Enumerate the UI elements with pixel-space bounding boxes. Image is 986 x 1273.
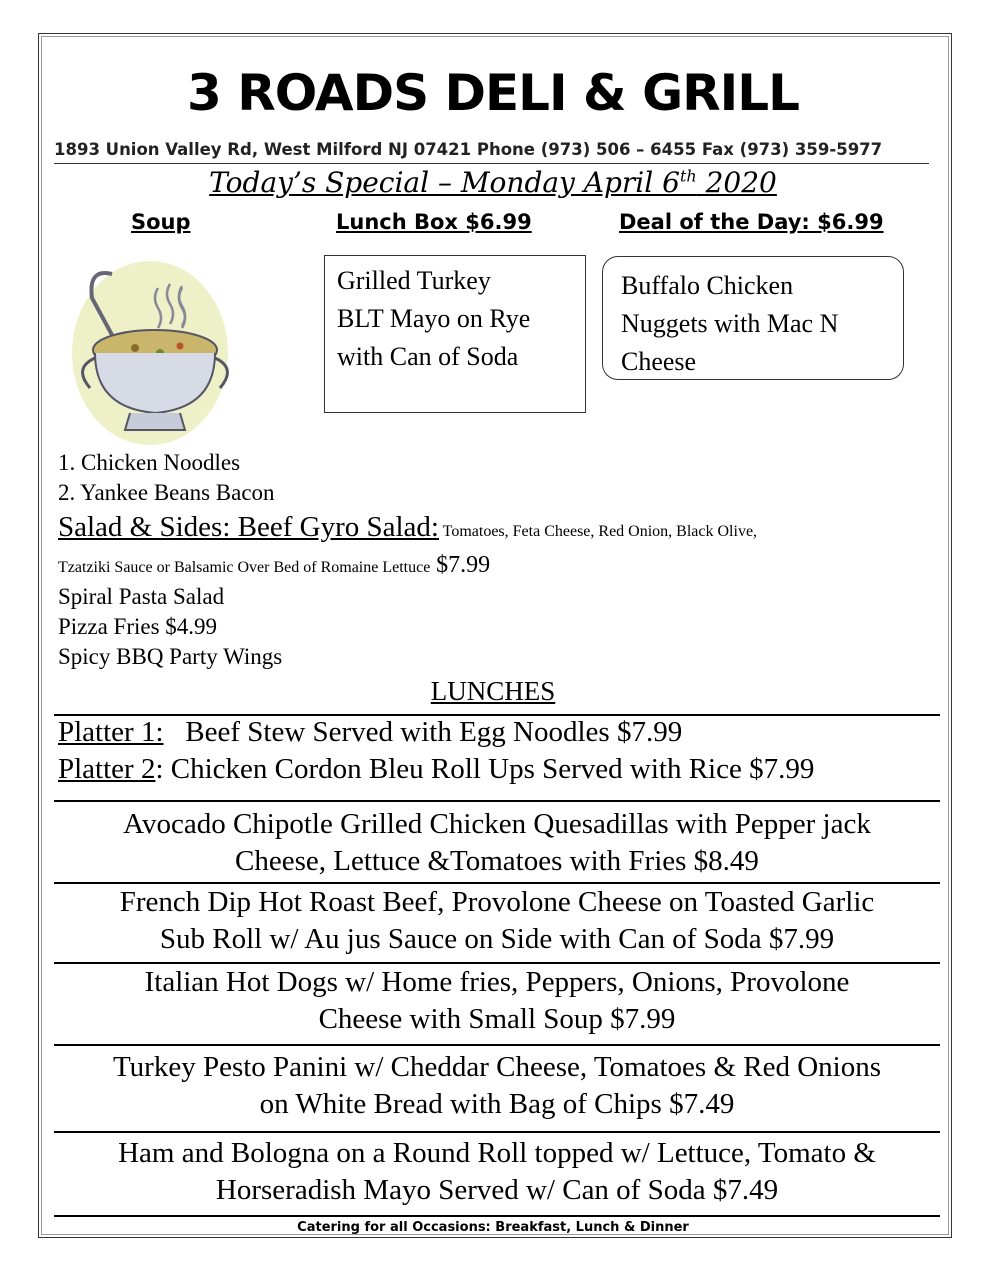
deal-of-day-card bbox=[602, 256, 904, 380]
salad-line-2 bbox=[58, 552, 490, 579]
platter-1-text: Beef Stew Served with Egg Noodles $7.99 bbox=[163, 716, 683, 748]
platter-2 bbox=[58, 753, 814, 786]
lunch-item-line: Ham and Bologna on a Round Roll topped w/ Lettuce, Tomato & bbox=[118, 1137, 876, 1169]
lunch-item bbox=[54, 964, 940, 1038]
salad-price: $7.99 bbox=[436, 552, 491, 578]
deal-line: Nuggets with Mac N bbox=[621, 309, 839, 338]
lunch-item-line: French Dip Hot Roast Beef, Provolone Cheese on Toasted Garlic bbox=[119, 886, 875, 918]
special-sup: th bbox=[679, 166, 697, 186]
salad-line bbox=[58, 511, 757, 544]
special-prefix: Today’s Special – Monday April 6 bbox=[209, 166, 680, 199]
divider bbox=[54, 800, 940, 802]
deal-line: Cheese bbox=[621, 347, 697, 376]
platter-1-label: Platter 1: bbox=[58, 716, 164, 748]
platter-2-text: : Chicken Cordon Bleu Roll Ups Served with Rice $7.99 bbox=[155, 753, 815, 785]
platter-2-label: Platter 2 bbox=[58, 753, 156, 785]
salad-heading: Salad & Sides: Beef Gyro Salad: bbox=[58, 511, 439, 543]
divider bbox=[54, 1044, 940, 1046]
lunch-box-line: Grilled Turkey bbox=[337, 266, 491, 295]
deal-heading: Deal of the Day: $6.99 bbox=[619, 210, 884, 234]
lunch-box-card bbox=[324, 255, 586, 413]
lunch-item bbox=[54, 806, 940, 880]
lunch-item bbox=[54, 1135, 940, 1209]
restaurant-title: 3 ROADS DELI & GRILL bbox=[187, 64, 799, 122]
lunch-item-line: Cheese with Small Soup $7.99 bbox=[318, 1003, 676, 1035]
platter-1 bbox=[58, 716, 682, 749]
catering-footer: Catering for all Occasions: Breakfast, Lunch & Dinner bbox=[297, 1220, 689, 1235]
divider bbox=[54, 1215, 940, 1217]
side-item: Spiral Pasta Salad bbox=[58, 584, 225, 609]
side-item: Spicy BBQ Party Wings bbox=[58, 644, 283, 669]
lunch-item-line: Horseradish Mayo Served w/ Can of Soda $7.49 bbox=[215, 1174, 779, 1206]
lunch-item bbox=[54, 1049, 940, 1123]
special-heading bbox=[0, 166, 986, 199]
header-divider bbox=[54, 163, 929, 164]
lunch-item-line: Turkey Pesto Panini w/ Cheddar Cheese, Tomatoes & Red Onions bbox=[112, 1051, 882, 1083]
soup-item: 1. Chicken Noodles bbox=[58, 450, 241, 475]
lunch-item-line: Italian Hot Dogs w/ Home fries, Peppers, Onions, Provolone bbox=[144, 966, 850, 998]
lunch-item-line: Sub Roll w/ Au jus Sauce on Side with Can of Soda $7.99 bbox=[159, 923, 835, 955]
divider bbox=[54, 1131, 940, 1133]
lunch-box-line: with Can of Soda bbox=[337, 342, 519, 371]
soup-heading: Soup bbox=[131, 210, 191, 234]
lunch-item-line: on White Bread with Bag of Chips $7.49 bbox=[259, 1088, 735, 1120]
side-item: Pizza Fries $4.99 bbox=[58, 614, 218, 639]
address-line: 1893 Union Valley Rd, West Milford NJ 07421 Phone (973) 506 – 6455 Fax (973) 359-5977 bbox=[54, 140, 883, 159]
lunch-box-line: BLT Mayo on Rye bbox=[337, 304, 531, 333]
lunch-item-line: Avocado Chipotle Grilled Chicken Quesadillas with Pepper jack bbox=[123, 808, 871, 840]
lunch-item bbox=[54, 884, 940, 958]
lunch-item-line: Cheese, Lettuce &Tomatoes with Fries $8.49 bbox=[235, 845, 759, 877]
lunch-box-heading: Lunch Box $6.99 bbox=[336, 210, 532, 234]
soup-item: 2. Yankee Beans Bacon bbox=[58, 480, 275, 505]
salad-desc: Tomatoes, Feta Cheese, Red Onion, Black Olive, bbox=[438, 523, 758, 540]
soup-tureen-illustration bbox=[70, 258, 230, 448]
salad-desc: Tzatziki Sauce or Balsamic Over Bed of Romaine Lettuce bbox=[58, 559, 431, 576]
deal-line: Buffalo Chicken bbox=[621, 271, 794, 300]
lunches-heading: LUNCHES bbox=[430, 676, 556, 706]
special-year: 2020 bbox=[696, 166, 777, 199]
